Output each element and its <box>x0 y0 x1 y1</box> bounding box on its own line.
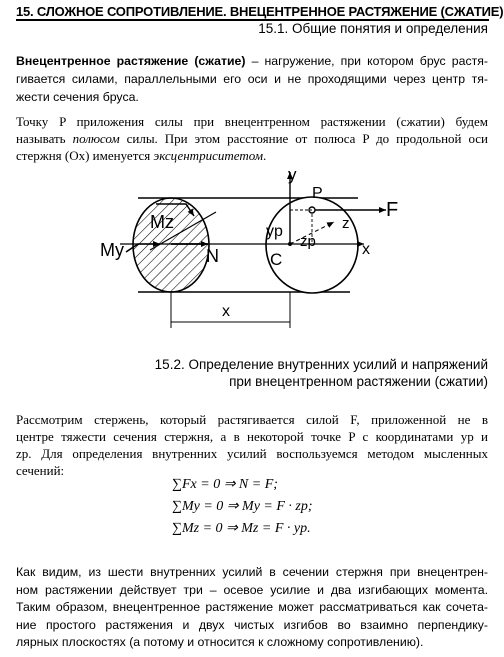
p1-line-3: жести сечения бруса. <box>16 90 139 104</box>
label-x: x <box>362 241 370 258</box>
term-eccentricity: эксцентриситетом <box>153 148 264 163</box>
p3-line-2: центре тяжести сечения стержня, а в некоторой точке P с координатами yp и <box>16 429 488 444</box>
p1-line-2: гивается силами, параллельными его оси и не проходящими через центр тя- <box>16 72 488 86</box>
section-heading-2 <box>155 356 488 390</box>
eccentric-tension-figure <box>90 164 420 350</box>
p2-line-1: Точку P приложения силы при внецентренном растяжении (сжатии) будем <box>16 114 488 129</box>
p4-line-4: ние простого растяжения и двух чистых изгибов во взаимно перпендику- <box>16 617 488 632</box>
section-heading-2-line-1: 15.2. Определение внутренних усилий и напряжений <box>154 357 488 372</box>
label-zp: zp <box>300 233 316 250</box>
label-yp: yp <box>266 223 283 240</box>
term-pole: полюсом <box>72 131 120 146</box>
label-z: z <box>342 215 350 232</box>
chapter-title: 15. СЛОЖНОЕ СОПРОТИВЛЕНИЕ. ВНЕЦЕНТРЕННОЕ РАСТЯЖЕНИЕ (СЖАТИЕ) <box>16 4 504 19</box>
label-F: F <box>386 199 399 221</box>
label-C: C <box>270 250 283 269</box>
label-N: N <box>206 246 219 266</box>
label-P: P <box>312 185 323 202</box>
p4-line-5: лярных плоскостях (а потому и относится к сложному сопротивлению). <box>16 635 424 649</box>
conclusion-paragraph <box>16 564 488 652</box>
p3-line-3: zp. Для определения внутренних усилий воспользуемся методом мысленных <box>16 446 488 461</box>
label-dimension-x: x <box>222 303 230 320</box>
definition-term: Внецентренное растяжение (сжатие) <box>16 54 246 68</box>
p4-line-1: Как видим, из шести внутренних усилий в сечении стержня при внецентрен- <box>16 565 488 579</box>
p1-line-1: Внецентренное растяжение (сжатие) – нагружение, при котором брус растя- <box>16 54 488 68</box>
p3-line-4: сечений: <box>16 463 65 478</box>
label-y: y <box>288 165 297 184</box>
equation-Mz: ∑Mz = 0 ⇒ Mz = F · yp. <box>172 521 311 536</box>
p2-line-3: стержня (Ox) именуется эксцентриситетом. <box>16 148 267 163</box>
p4-line-3: Таким образом, внецентренное растяжение может рассматриваться как сочета- <box>16 600 488 614</box>
equation-My: ∑My = 0 ⇒ My = F · zp; <box>172 499 313 514</box>
p3-line-1: Рассмотрим стержень, который растягивается силой F, приложенной не в <box>16 412 488 427</box>
centroid-C <box>288 242 292 246</box>
method-paragraph <box>16 411 488 479</box>
section-heading-2-line-2: при внецентренном растяжении (сжатии) <box>229 374 488 389</box>
p2-line-2: называть полюсом силы. При этом расстояние от полюса P до продольной оси <box>16 131 488 146</box>
section-heading-1: 15.1. Общие понятия и определения <box>258 21 488 36</box>
label-Mz: Mz <box>150 212 174 232</box>
equation-N: ∑Fx = 0 ⇒ N = F; <box>172 477 278 492</box>
label-My: My <box>100 240 124 260</box>
definition-paragraph <box>16 52 488 106</box>
pole-paragraph <box>16 113 488 164</box>
p4-line-2: ном растяжении действует три – осевое усилие и два изгибающих момента. <box>16 582 488 597</box>
